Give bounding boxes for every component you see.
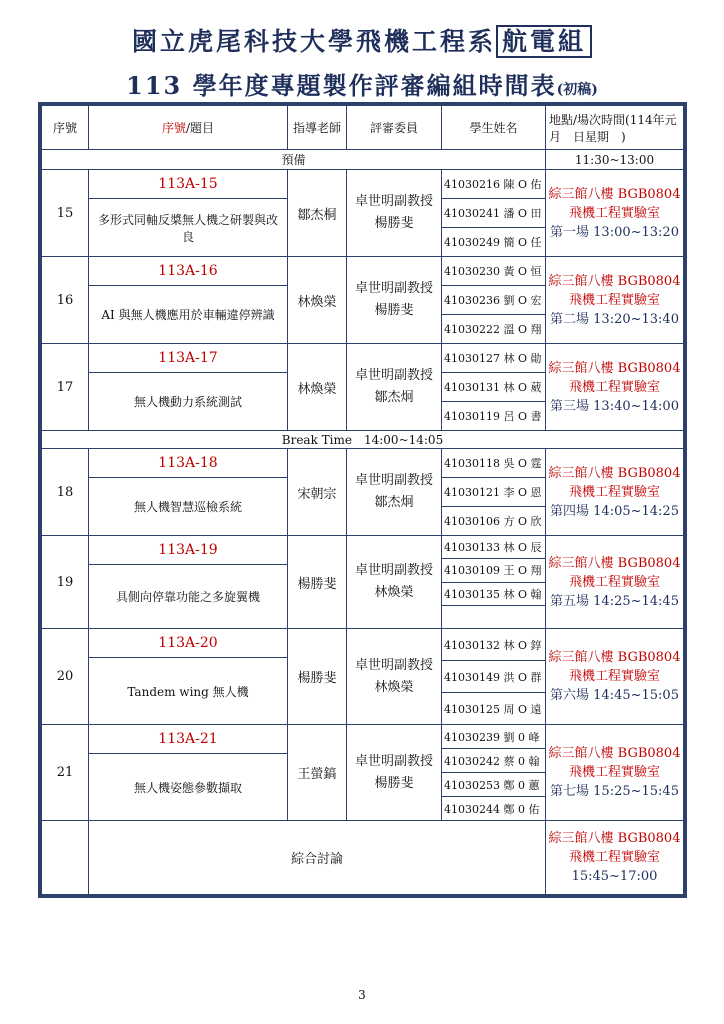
- group-seq: 18: [42, 449, 89, 536]
- student-name: 41030135 林 O 翰: [442, 583, 545, 606]
- advisor: 林煥榮: [288, 344, 347, 431]
- prep-time: 11:30~13:00: [546, 150, 684, 170]
- advisor: 楊勝斐: [288, 629, 347, 725]
- group-seq: 16: [42, 257, 89, 344]
- committee: 卓世明副教授 鄒杰炯: [347, 344, 442, 431]
- committee: 卓世明副教授 楊勝斐: [347, 257, 442, 344]
- document-title: 國立虎尾科技大學飛機工程系 航電組: [0, 22, 724, 58]
- project-topic: 具側向停靠功能之多旋翼機: [115, 590, 260, 604]
- committee: 卓世明副教授 林煥榮: [347, 629, 442, 725]
- location-slot: 綜三館八樓 BGB0804 飛機工程實驗室 第三場 13:40~14:00: [546, 344, 684, 431]
- header-committee: 評審委員: [347, 106, 442, 150]
- group-row: [42, 536, 684, 629]
- group-seq: 19: [42, 536, 89, 629]
- group-seq: 17: [42, 344, 89, 431]
- advisor: 楊勝斐: [288, 536, 347, 629]
- location-slot: 綜三館八樓 BGB0804 飛機工程實驗室 第二場 13:20~13:40: [546, 257, 684, 344]
- student-name: 41030253 鄭 0 蕙: [442, 773, 545, 797]
- location-slot: 綜三館八樓 BGB0804 飛機工程實驗室 第一場 13:00~13:20: [546, 170, 684, 257]
- location-slot: 綜三館八樓 BGB0804 飛機工程實驗室 第五場 14:25~14:45: [546, 536, 684, 629]
- table-header: [42, 106, 684, 150]
- header-location: 地點/場次時間(114年元月 日星期 ): [546, 106, 684, 150]
- project-code: 113A-20: [89, 629, 287, 658]
- project-topic: 無人機姿態參數擷取: [133, 780, 242, 795]
- project-code: 113A-18: [89, 449, 287, 478]
- prep-label: 預備: [42, 150, 546, 170]
- group-row: [42, 629, 684, 725]
- group-row: [42, 257, 684, 344]
- page-number: 3: [358, 988, 366, 1002]
- advisor: 鄒杰桐: [288, 170, 347, 257]
- student-name: [442, 606, 545, 628]
- student-name: 41030239 劉 0 峰: [442, 725, 545, 749]
- student-name: 41030222 溫 O 翔: [444, 323, 542, 336]
- project-topic: 無人機動力系統測試: [133, 395, 242, 409]
- group-seq: 20: [42, 629, 89, 725]
- project-code: 113A-17: [89, 344, 287, 373]
- group-seq: 21: [42, 725, 89, 821]
- location-slot: 綜三館八樓 BGB0804 飛機工程實驗室 第七場 15:25~15:45: [546, 725, 684, 821]
- student-name: 41030244 鄭 0 佑: [444, 802, 540, 816]
- committee: 卓世明副教授 楊勝斐: [347, 725, 442, 821]
- project-code: 113A-21: [89, 725, 287, 754]
- student-name: 41030242 蔡 0 翰: [442, 749, 545, 773]
- committee: 卓世明副教授 林煥榮: [347, 536, 442, 629]
- student-name: 41030131 林 O 葳: [442, 373, 545, 402]
- group-row: [42, 725, 684, 821]
- break-label: Break Time 14:00~14:05: [42, 431, 684, 449]
- document-subtitle: 113 學年度專題製作評審編組時間表(初稿): [126, 71, 598, 100]
- break-row: [42, 431, 684, 449]
- committee: 卓世明副教授 鄒杰炯: [347, 449, 442, 536]
- header-topic: 序號/題目: [89, 106, 288, 150]
- project-code: 113A-15: [89, 170, 287, 199]
- student-name: 41030109 王 O 翔: [442, 559, 545, 582]
- schedule-table: [38, 102, 687, 898]
- student-name: 41030125 周 O 遠: [444, 702, 542, 716]
- group-row: [42, 170, 684, 257]
- student-name: 41030118 吳 O 霆: [442, 449, 545, 478]
- group-row: [42, 449, 684, 536]
- location-slot: 綜三館八樓 BGB0804 飛機工程實驗室 第六場 14:45~15:05: [546, 629, 684, 725]
- project-topic: AI 與無人機應用於車輛違停辨識: [101, 308, 275, 322]
- student-name: 41030121 李 O 恩: [442, 478, 545, 507]
- advisor: 王螢鎬: [288, 725, 347, 821]
- student-name: 41030127 林 O 勛: [442, 344, 545, 373]
- division-box: 航電組: [496, 25, 592, 58]
- student-name: 41030236 劉 O 宏: [442, 286, 545, 315]
- student-name: 41030119 呂 O 書: [444, 410, 542, 423]
- project-topic: 多形式同軸反槳無人機之研製與改良: [97, 212, 278, 244]
- group-row: [42, 344, 684, 431]
- project-code: 113A-16: [89, 257, 287, 286]
- student-name: 41030132 林 O 錞: [442, 629, 545, 661]
- student-name: 41030106 方 O 欣: [444, 515, 542, 528]
- header-advisor: 指導老師: [288, 106, 347, 150]
- group-seq: 15: [42, 170, 89, 257]
- student-name: 41030249 簡 O 任: [444, 236, 542, 249]
- project-topic: 無人機智慧巡檢系統: [133, 500, 242, 514]
- student-name: 41030241 潘 O 田: [442, 199, 545, 228]
- final-row: [42, 821, 684, 895]
- student-name: 41030133 林 O 辰: [442, 536, 545, 559]
- committee: 卓世明副教授 楊勝斐: [347, 170, 442, 257]
- header-seq: 序號: [42, 106, 89, 150]
- location-slot: 綜三館八樓 BGB0804 飛機工程實驗室 第四場 14:05~14:25: [546, 449, 684, 536]
- student-name: 41030216 陳 O 佑: [442, 170, 545, 199]
- advisor: 林煥榮: [288, 257, 347, 344]
- student-name: 41030230 黃 O 恒: [442, 257, 545, 286]
- header-students: 學生姓名: [442, 106, 546, 150]
- project-code: 113A-19: [89, 536, 287, 565]
- advisor: 宋朝宗: [288, 449, 347, 536]
- student-name: 41030149 洪 O 群: [442, 661, 545, 693]
- final-label: 綜合討論: [89, 821, 546, 895]
- project-topic: Tandem wing 無人機: [127, 684, 249, 699]
- final-location: 綜三館八樓 BGB0804 飛機工程實驗室 15:45~17:00: [546, 821, 684, 895]
- prep-row: [42, 150, 684, 170]
